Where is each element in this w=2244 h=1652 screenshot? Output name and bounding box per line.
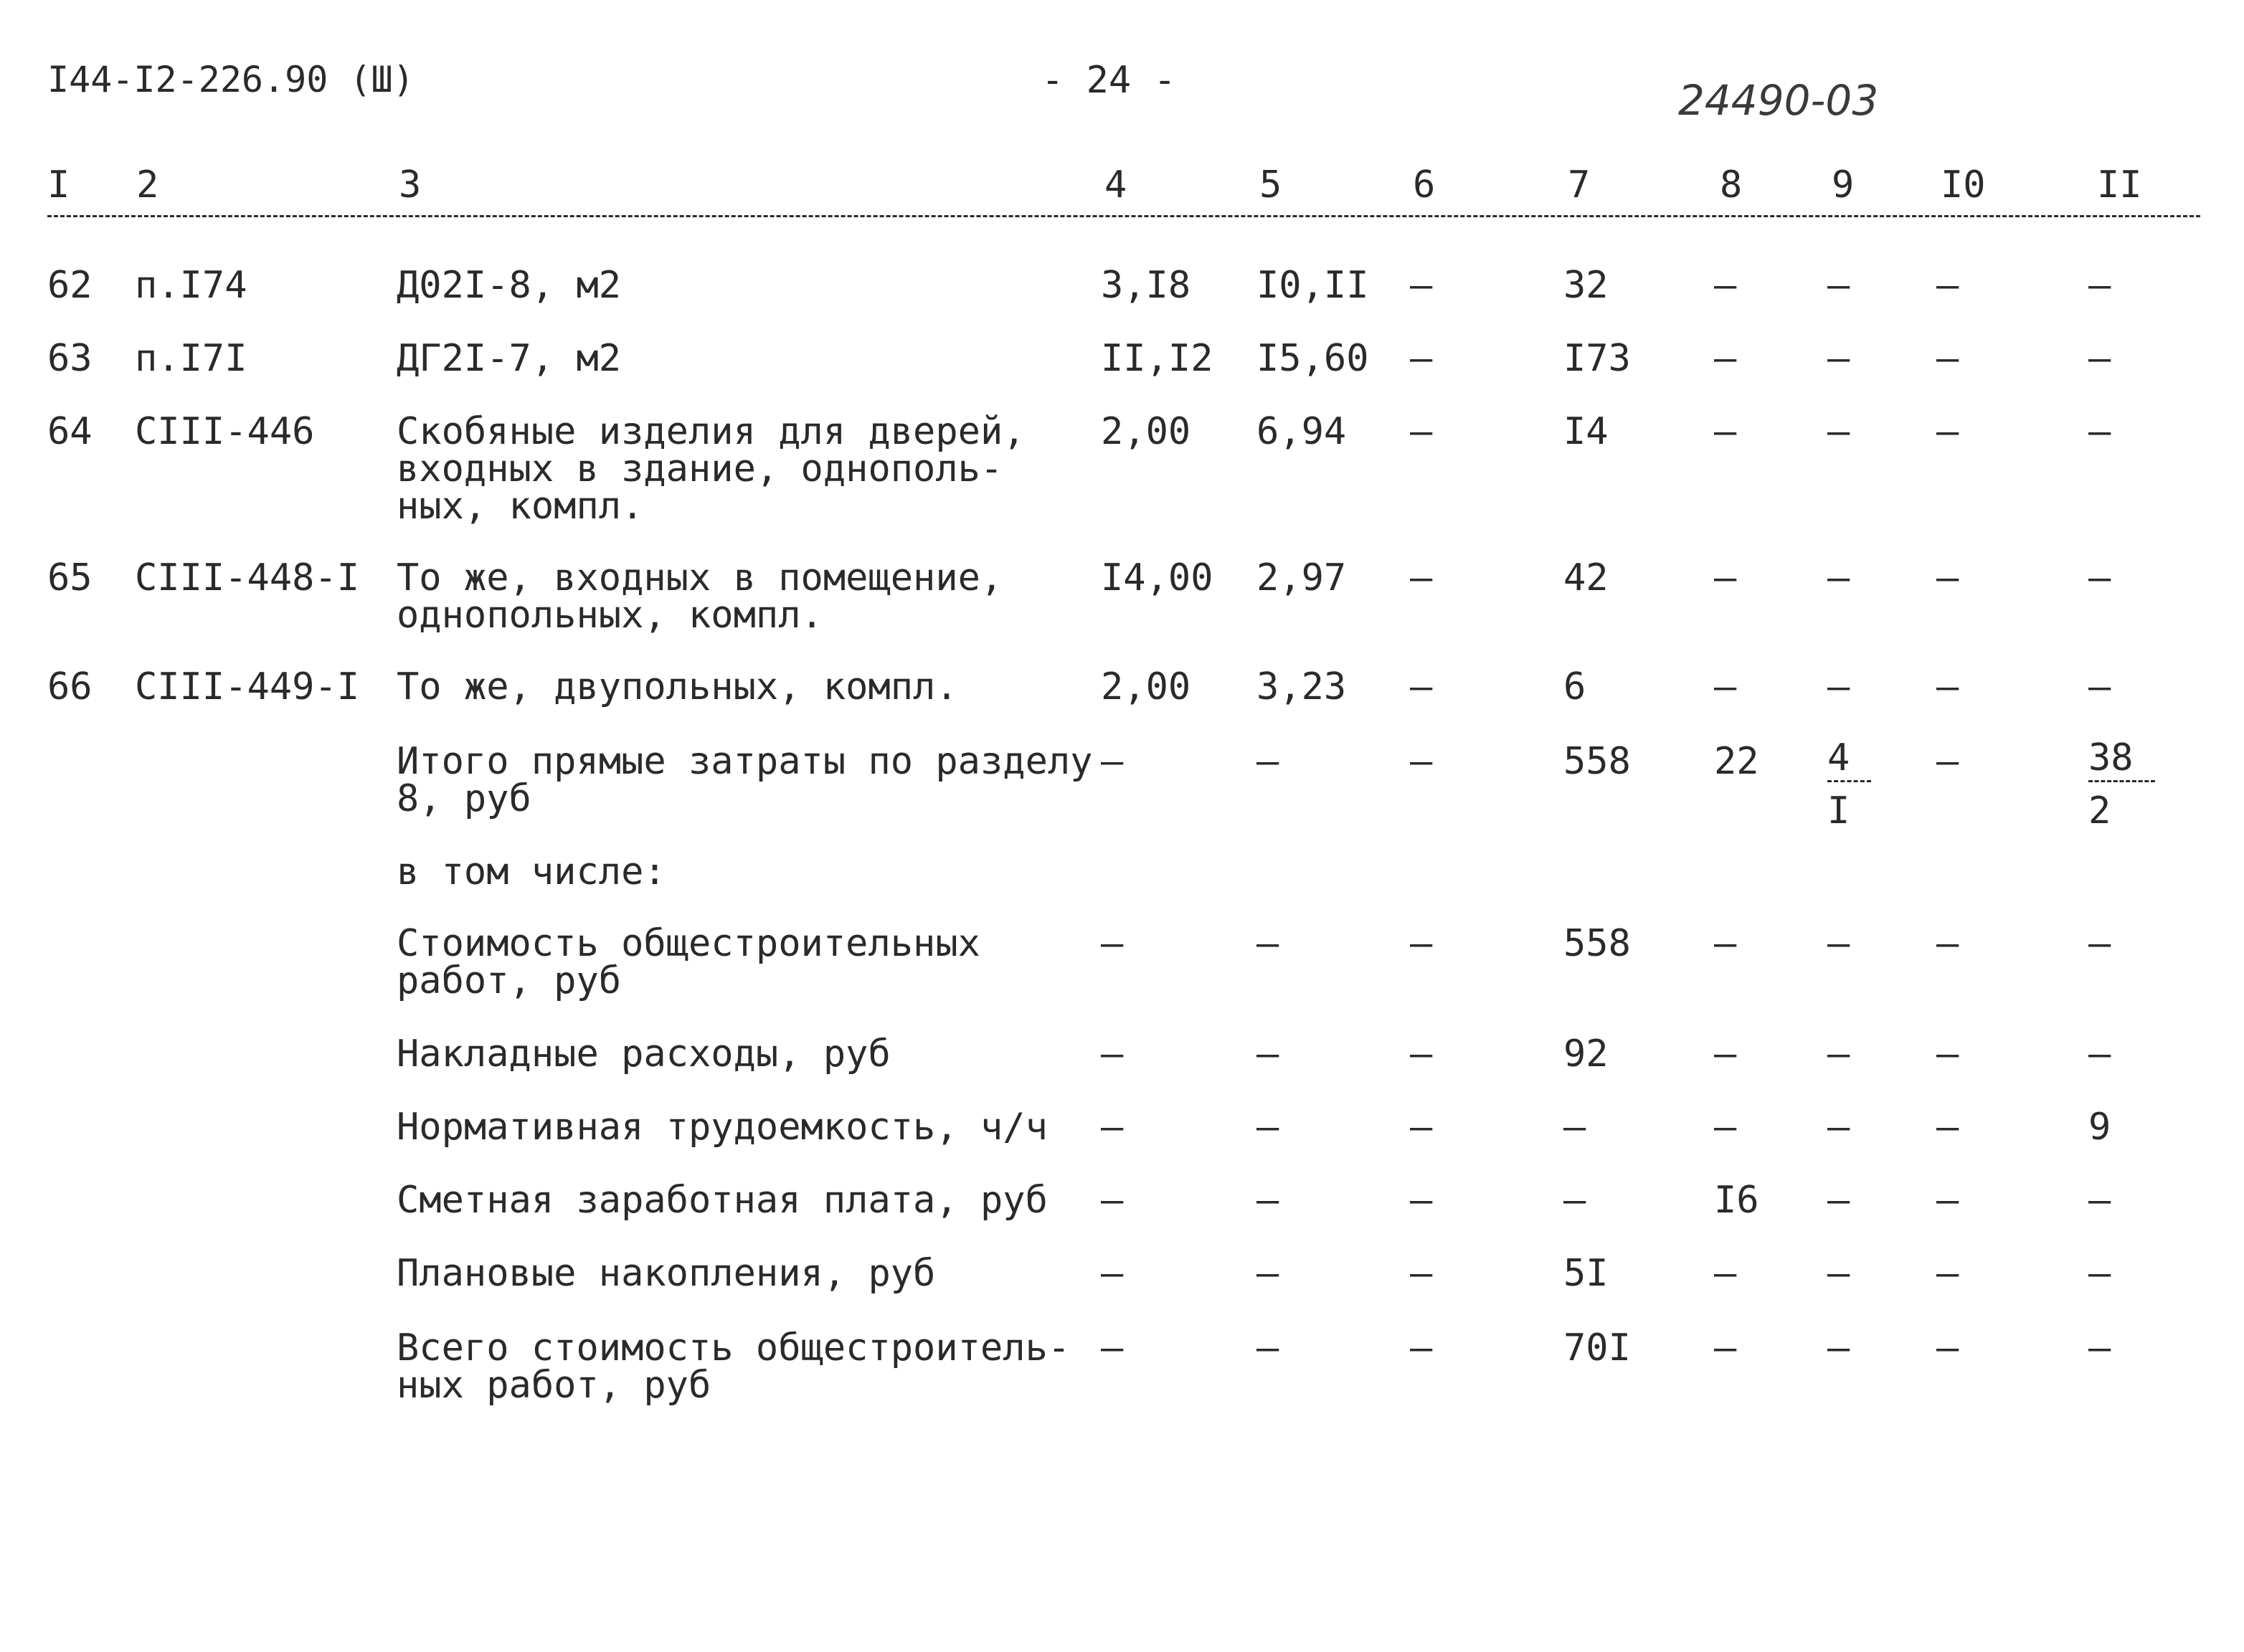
item-description: Накладные расходы, руб [397, 1032, 891, 1076]
item-description: Скобяные изделия для дверей, входных в здание, однополь- ных, компл. [397, 410, 1026, 528]
fraction-col-11 [2088, 736, 2155, 840]
cell-col-11: – [2088, 922, 2111, 965]
cell-col-7: 32 [1563, 264, 1609, 307]
cell-col-4: – [1101, 1252, 1124, 1295]
cell-col-10: – [1936, 1032, 1959, 1076]
fraction-col-9 [1827, 736, 1871, 840]
cell-col-8: – [1714, 922, 1737, 965]
cell-col-6: – [1410, 264, 1433, 307]
cell-col-6: – [1410, 410, 1433, 453]
cell-col-4: – [1101, 740, 1124, 783]
cell-col-9: – [1827, 1032, 1850, 1076]
column-header-1: I [47, 163, 70, 206]
item-description: Всего стоимость общестроитель- ных работ, руб [397, 1326, 1071, 1407]
cell-col-8: – [1714, 1326, 1737, 1369]
item-description: То же, входных в помещение, однопольных, компл. [397, 556, 1003, 637]
cell-col-9: – [1827, 1106, 1850, 1149]
item-description: Плановые накопления, руб [397, 1252, 936, 1295]
cell-col-5: – [1256, 740, 1279, 783]
cell-col-6: – [1410, 1032, 1433, 1076]
cell-col-10: – [1936, 556, 1959, 599]
column-header-9: 9 [1832, 163, 1855, 206]
row-number: 64 [47, 410, 93, 453]
cell-col-4: 2,00 [1101, 410, 1191, 453]
cell-col-4: I4,00 [1101, 556, 1213, 599]
cell-col-4: 2,00 [1101, 665, 1191, 708]
column-header-2: 2 [136, 163, 159, 206]
reference-code: п.I7I [135, 337, 247, 380]
reference-code: п.I74 [135, 264, 247, 307]
row-number: 63 [47, 337, 93, 380]
cell-col-9: – [1827, 1326, 1850, 1369]
cell-col-8: – [1714, 1252, 1737, 1295]
cell-col-8: – [1714, 1032, 1737, 1076]
cell-col-5: – [1256, 1179, 1279, 1222]
row-number: 62 [47, 264, 93, 307]
item-description: Стоимость общестроительных работ, руб [397, 922, 980, 1002]
cell-col-5: I5,60 [1256, 337, 1369, 380]
cell-col-8: 22 [1714, 740, 1759, 783]
cell-col-8: – [1714, 264, 1737, 307]
cell-col-4: – [1101, 1326, 1124, 1369]
cell-col-8: – [1714, 665, 1737, 708]
cell-col-7: – [1563, 1179, 1586, 1222]
reference-code: СIII-448-I [135, 556, 360, 599]
column-header-6: 6 [1413, 163, 1436, 206]
cell-col-6: – [1410, 1106, 1433, 1149]
cell-col-5: – [1256, 922, 1279, 965]
cell-col-5: – [1256, 1252, 1279, 1295]
fraction-denominator: I [1827, 789, 1850, 832]
cell-col-4: – [1101, 1032, 1124, 1076]
cell-col-7: 5I [1563, 1252, 1609, 1295]
cell-col-10: – [1936, 740, 1959, 783]
cell-col-6: – [1410, 922, 1433, 965]
cell-col-7: I4 [1563, 410, 1609, 453]
item-description: То же, двупольных, компл. [397, 665, 958, 708]
item-description: Сметная заработная плата, руб [397, 1179, 1048, 1222]
page-number: - 24 - [1041, 59, 1176, 102]
cell-col-10: – [1936, 1326, 1959, 1369]
column-header-8: 8 [1720, 163, 1743, 206]
cell-col-5: – [1256, 1032, 1279, 1076]
row-number: 66 [47, 665, 93, 708]
reference-code: СIII-446 [135, 410, 315, 453]
item-description: Д02I-8, м2 [397, 264, 622, 307]
cell-col-7: 6 [1563, 665, 1586, 708]
cell-col-11: – [2088, 1179, 2111, 1222]
cell-col-6: – [1410, 740, 1433, 783]
cell-col-4: – [1101, 1179, 1124, 1222]
cell-col-11: 9 [2088, 1106, 2111, 1149]
cell-col-10: – [1936, 922, 1959, 965]
cell-col-6: – [1410, 665, 1433, 708]
cell-col-7: 92 [1563, 1032, 1609, 1076]
row-number: 65 [47, 556, 93, 599]
cell-col-11: – [2088, 1252, 2111, 1295]
cell-col-5: I0,II [1256, 264, 1369, 307]
cell-col-10: – [1936, 264, 1959, 307]
cell-col-10: – [1936, 1106, 1959, 1149]
cell-col-9: – [1827, 1179, 1850, 1222]
cell-col-9: – [1827, 337, 1850, 380]
item-description: Нормативная трудоемкость, ч/ч [397, 1106, 1048, 1149]
cell-col-5: – [1256, 1326, 1279, 1369]
cell-col-7: 42 [1563, 556, 1609, 599]
column-header-3: 3 [399, 163, 422, 206]
document-code: I44-I2-226.90 (Ш) [47, 59, 415, 100]
item-description: в том числе: [397, 850, 666, 893]
archive-number: 24490-03 [1678, 76, 1879, 125]
column-header-10: I0 [1941, 163, 1986, 206]
cell-col-6: – [1410, 1179, 1433, 1222]
column-header-11: II [2097, 163, 2142, 206]
cell-col-5: 2,97 [1256, 556, 1347, 599]
cell-col-6: – [1410, 337, 1433, 380]
item-description: Итого прямые затраты по разделу 8, руб [397, 740, 1093, 820]
cell-col-7: 70I [1563, 1326, 1631, 1369]
cell-col-11: – [2088, 665, 2111, 708]
cell-col-7: 558 [1563, 922, 1631, 965]
cell-col-8: – [1714, 1106, 1737, 1149]
cell-col-9: – [1827, 665, 1850, 708]
cell-col-9: – [1827, 1252, 1850, 1295]
cell-col-7: I73 [1563, 337, 1631, 380]
cell-col-11: – [2088, 410, 2111, 453]
cell-col-6: – [1410, 1326, 1433, 1369]
column-header-5: 5 [1259, 163, 1282, 206]
cell-col-4: – [1101, 922, 1124, 965]
cell-col-8: I6 [1714, 1179, 1759, 1222]
column-header-7: 7 [1568, 163, 1591, 206]
cell-col-7: 558 [1563, 740, 1631, 783]
cell-col-9: – [1827, 410, 1850, 453]
cell-col-9: – [1827, 264, 1850, 307]
cell-col-11: – [2088, 1326, 2111, 1369]
cell-col-8: – [1714, 337, 1737, 380]
reference-code: СIII-449-I [135, 665, 360, 708]
item-description: ДГ2I-7, м2 [397, 337, 622, 380]
cell-col-10: – [1936, 410, 1959, 453]
cell-col-10: – [1936, 337, 1959, 380]
fraction-numerator: 38 [2088, 736, 2155, 782]
cell-col-11: – [2088, 556, 2111, 599]
cell-col-10: – [1936, 1179, 1959, 1222]
cell-col-4: – [1101, 1106, 1124, 1149]
cell-col-9: – [1827, 922, 1850, 965]
cell-col-4: 3,I8 [1101, 264, 1191, 307]
cell-col-6: – [1410, 556, 1433, 599]
column-header-4: 4 [1104, 163, 1127, 206]
cell-col-6: – [1410, 1252, 1433, 1295]
cell-col-8: – [1714, 410, 1737, 453]
fraction-denominator: 2 [2088, 789, 2111, 832]
cell-col-5: 6,94 [1256, 410, 1347, 453]
cell-col-7: – [1563, 1106, 1586, 1149]
fraction-numerator: 4 [1827, 736, 1871, 782]
cell-col-5: 3,23 [1256, 665, 1347, 708]
cell-col-11: – [2088, 337, 2111, 380]
cell-col-10: – [1936, 1252, 1959, 1295]
cell-col-11: – [2088, 264, 2111, 307]
cell-col-9: – [1827, 556, 1850, 599]
cell-col-10: – [1936, 665, 1959, 708]
cell-col-8: – [1714, 556, 1737, 599]
cell-col-5: – [1256, 1106, 1279, 1149]
cell-col-4: II,I2 [1101, 337, 1213, 380]
cell-col-11: – [2088, 1032, 2111, 1076]
